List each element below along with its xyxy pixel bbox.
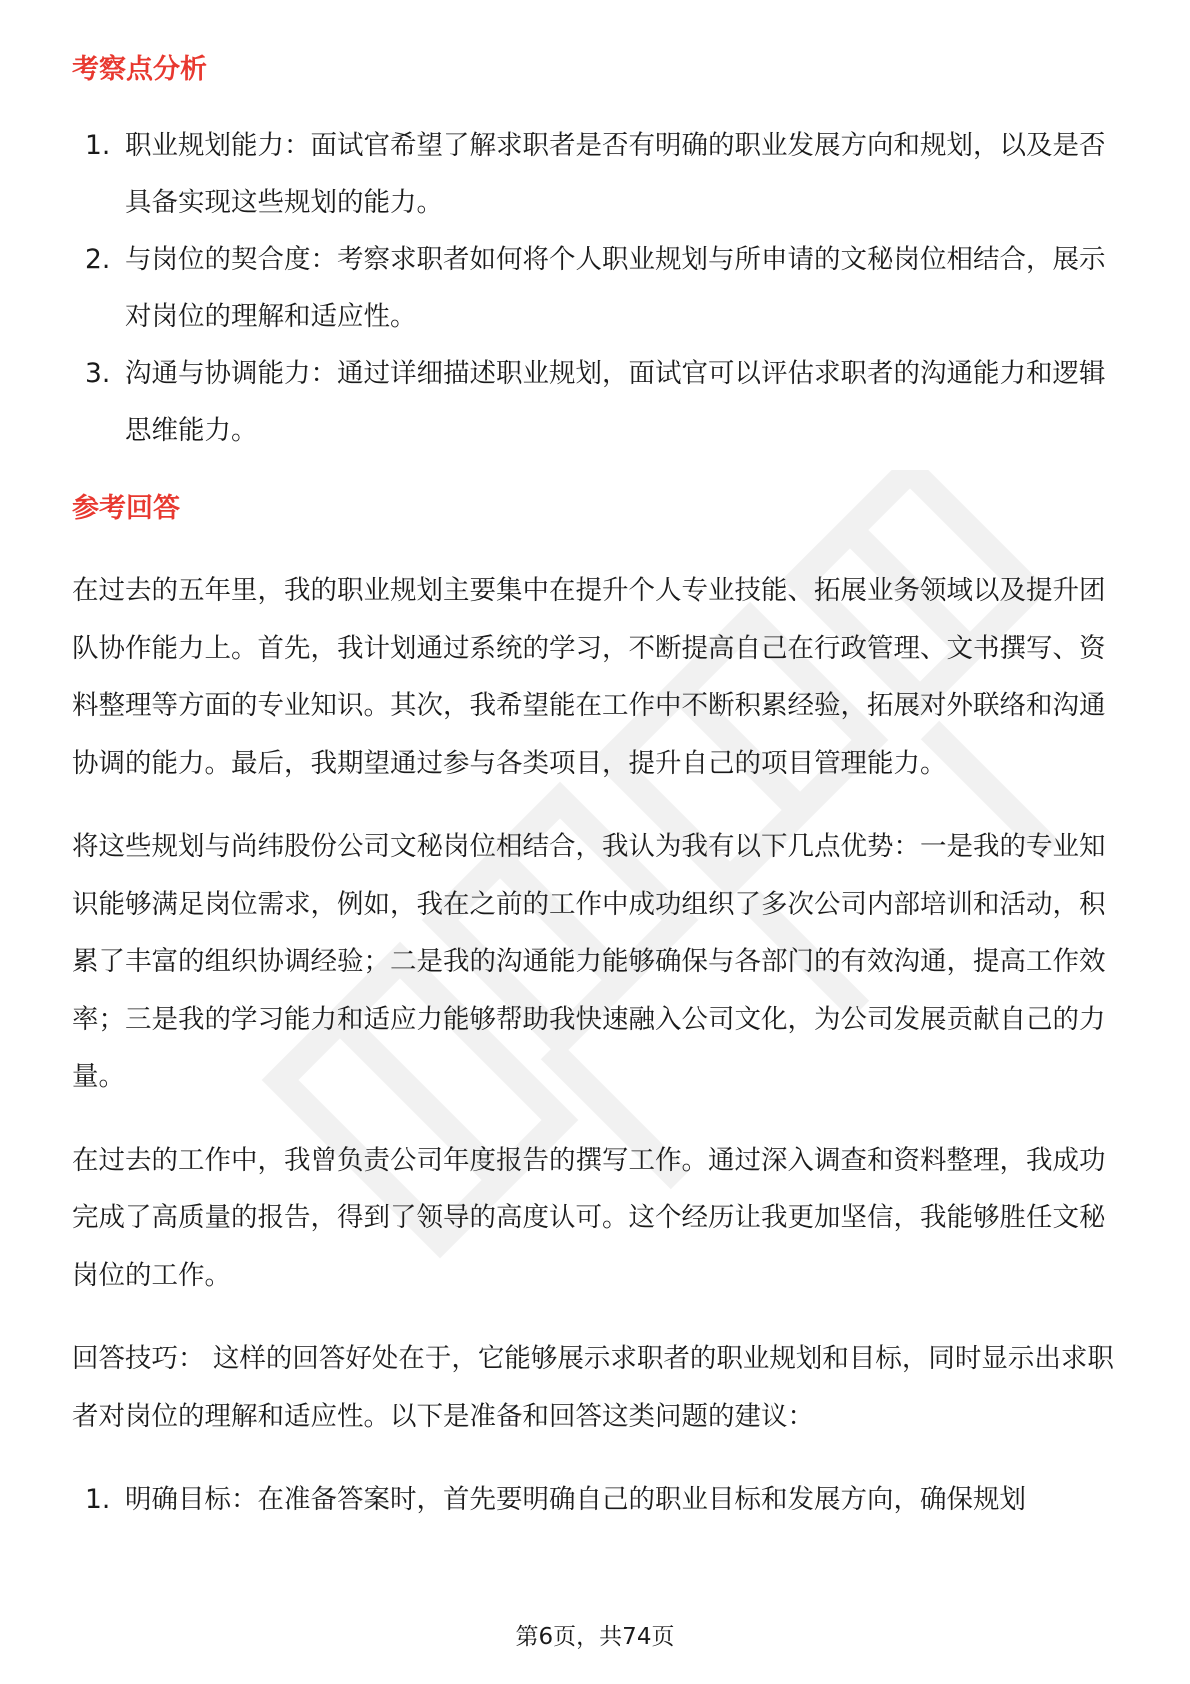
tips-list [72,1471,1122,1528]
analysis-list [72,117,1122,459]
paragraph-answer-tips: 回答技巧： 这样的回答好处在于，它能够展示求职者的职业规划和目标，同时显示出求职者对岗位的理解和适应性。以下是准备和回答这类问题的建议： [72,1343,1114,1432]
list-text: 职业规划能力：面试官希望了解求职者是否有明确的职业发展方向和规划，以及是否具备实现这些规划的能力。 [125,130,1106,218]
page-number: 第6页，共74页 [515,1624,675,1650]
paragraph: 在过去的工作中，我曾负责公司年度报告的撰写工作。通过深入调查和资料整理，我成功完成了高质量的报告，得到了领导的高度认可。这个经历让我更加坚信，我能够胜任文秘岗位的工作。 [72,1144,1106,1291]
list-item [72,117,1122,231]
list-number: 1. [85,1484,111,1515]
list-item [72,231,1122,345]
list-number: 3. [85,358,111,389]
section-title-analysis: 考察点分析 [72,54,207,85]
list-item [72,345,1122,459]
list-text: 沟通与协调能力：通过详细描述职业规划，面试官可以评估求职者的沟通能力和逻辑思维能力。 [125,358,1106,446]
list-item [72,1471,1122,1528]
paragraph: 将这些规划与尚纬股份公司文秘岗位相结合，我认为我有以下几点优势：一是我的专业知识能够满足岗位需求，例如，我在之前的工作中成功组织了多次公司内部培训和活动，积累了丰富的组织协调经验；二是我的沟通能力能够确保与各部门的有效沟通，提高工作效率；三是我的学习能力和适应力能够帮助我快速融入公司文化，为公司发展贡献自己的力量。 [72,831,1106,1092]
paragraph: 在过去的五年里，我的职业规划主要集中在提升个人专业技能、拓展业务领域以及提升团队协作能力上。首先，我计划通过系统的学习，不断提高自己在行政管理、文书撰写、资料整理等方面的专业知识。其次，我希望能在工作中不断积累经验，拓展对外联络和沟通协调的能力。最后，我期望通过参与各类项目，提升自己的项目管理能力。 [72,575,1106,779]
content [72,50,1122,1528]
section-title-reference-answer: 参考回答 [72,493,180,524]
list-text: 与岗位的契合度：考察求职者如何将个人职业规划与所申请的文秘岗位相结合，展示对岗位的理解和适应性。 [125,244,1106,332]
list-number: 1. [85,130,111,161]
list-number: 2. [85,244,111,275]
list-text: 明确目标：在准备答案时，首先要明确自己的职业目标和发展方向，确保规划 [125,1484,1026,1515]
